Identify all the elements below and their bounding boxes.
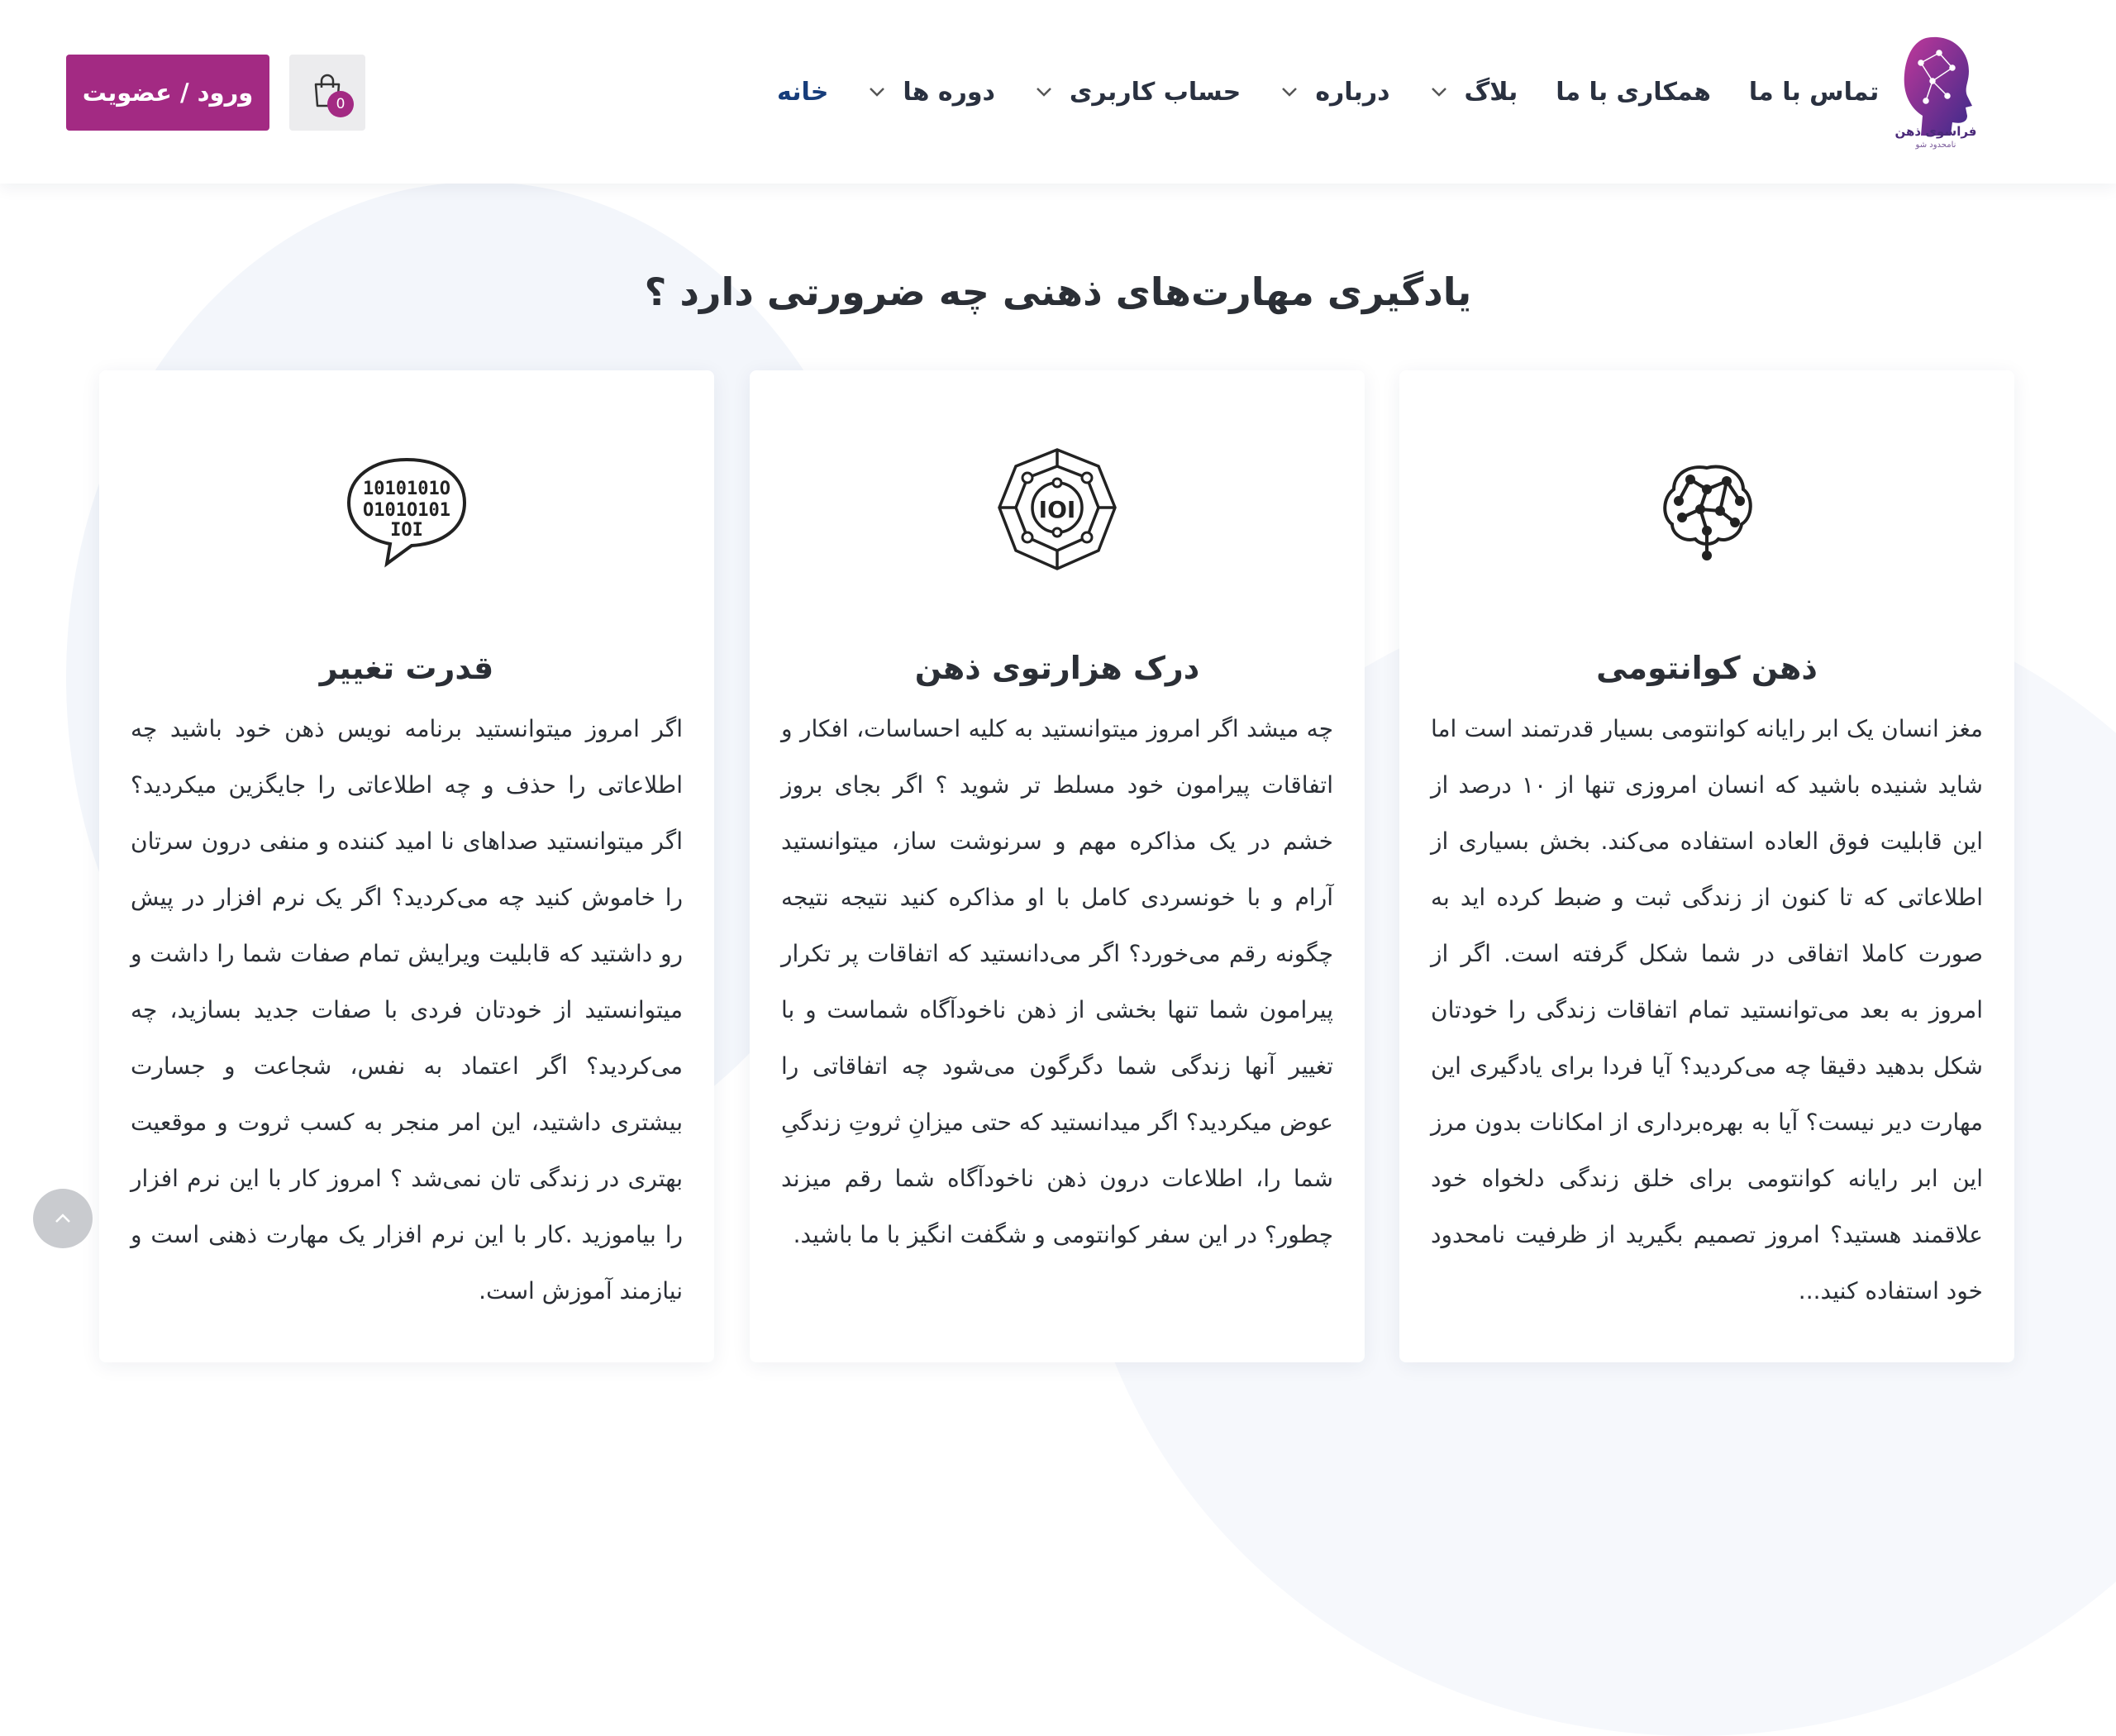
nav-item-label: حساب کاربری xyxy=(1069,77,1241,107)
svg-text:IOI: IOI xyxy=(390,520,423,541)
scroll-to-top-button[interactable] xyxy=(33,1189,93,1248)
svg-text:1010101O: 1010101O xyxy=(363,479,450,499)
chevron-down-icon xyxy=(1428,81,1450,103)
nav-item-label: دوره ها xyxy=(903,77,995,107)
chevron-down-icon xyxy=(866,81,888,103)
main-nav xyxy=(777,0,1880,184)
nav-item-label: بلاگ xyxy=(1464,77,1518,107)
nav-item-label: خانه xyxy=(777,77,829,107)
card-text: اگر امروز میتوانستید برنامه نویس ذهن خود باشید چه اطلاعاتی را حذف و چه اطلاعاتی را جایگزین میکردید؟ اگر میتوانستید صداهای نا امید کننده و منفی درون سرتان را خاموش کنید چه می‌کردید؟ اگر یک نرم افزار در پیش رو داشتید که قابلیت ویرایش تمام صفات شما را داشت و میتوانستید از خودتان فردی با صفات جدید بسازید، چه می‌کردید؟ اگر اعتماد به نفس، شجاعت و جسارت بیشتری داشتید، این امر منجر به کسب ثروت و موقعیت بهتری در زندگی تان نمی‌شد ؟ امروز کار با این نرم افزار را بیاموزید .کار با این نرم افزار یک مهارت ذهنی است و نیازمند آموزش است. xyxy=(131,715,683,1304)
feature-card-power-of-change xyxy=(99,370,714,1362)
brain-network-icon xyxy=(1641,443,1773,575)
card-title: قدرت تغییر xyxy=(319,650,494,686)
feature-card-quantum-mind xyxy=(1399,370,2014,1362)
card-title: درک هزارتوی ذهن xyxy=(914,650,1200,686)
card-text: مغز انسان یک ابر رایانه کوانتومی بسیار قدرتمند است اما شاید شنیده باشید که انسان امروزی تنها از ۱۰ درصد از این قابلیت فوق العاده استفاده می‌کند. بخش بسیاری از اطلاعاتی که تا کنون از زندگی ثبت و ضبط کرده اید به صورت کاملا اتفاقی در شما شکل گرفته است. اگر از امروز به بعد می‌توانستید تمام اتفاقات زندگی را خودتان شکل بدهید دقیقا چه می‌کردید؟ آیا فردا برای یادگیری این مهارت دیر نیست؟ آیا به بهره‌برداری از امکانات بدون مرز این ابر رایانه کوانتومی برای خلق زندگی دلخواه خود علاقمند هستید؟ امروز تصمیم بگیرید از ظرفیت نامحدود خود استفاده کنید... xyxy=(1431,715,1983,1304)
logo-text: فراسوی ذهن xyxy=(1894,124,1977,139)
nav-item-blog[interactable] xyxy=(1428,78,1518,107)
nav-item-label: همکاری با ما xyxy=(1556,77,1711,107)
card-text: چه میشد اگر امروز میتوانستید به کلیه احساسات، افکار و اتفاقات پیرامون خود مسلط تر شوید ؟ اگر بجای بروز خشم در یک مذاکره مهم و سرنوشت ساز، میتوانستید آرام و با خونسردی کامل با او مذاکره کنید نتیجه نتیجه چگونه رقم می‌خورد؟ اگر می‌دانستید که اتفاقات پر تکرار پیرامون شما تنها بخشی از ذهن ناخودآگاه شماست و با تغییر آنها زندگی شما دگرگون می‌شود چه اتفاقاتی را عوض میکردید؟ اگر میدانستید که حتی میزانِ ثروتِ زندگیِ شما را، اطلاعات درون ذهن ناخودآگاه شما رقم میزند چطور؟ در این سفر کوانتومی و شگفت انگیز با ما باشید. xyxy=(781,715,1333,1248)
login-register-button[interactable]: ورود / عضویت xyxy=(66,55,269,131)
cart-button[interactable] xyxy=(289,55,365,131)
nav-item-contact[interactable] xyxy=(1749,78,1879,107)
nav-item-cooperation[interactable] xyxy=(1556,78,1711,107)
card-title: ذهن کوانتومی xyxy=(1596,650,1818,686)
section-title: یادگیری مهارت‌های ذهنی چه ضرورتی دارد ؟ xyxy=(644,269,1472,314)
nav-item-about[interactable] xyxy=(1279,78,1389,107)
binary-speech-bubble-icon xyxy=(341,443,473,575)
nav-item-home[interactable] xyxy=(777,78,828,107)
chevron-up-icon xyxy=(51,1207,74,1230)
nav-item-courses[interactable] xyxy=(866,78,995,107)
logo-subtext: نامحدود شو xyxy=(1915,141,1956,150)
svg-text:O101O101: O101O101 xyxy=(363,500,450,521)
site-header xyxy=(0,0,2116,184)
cart-count-badge: 0 xyxy=(327,91,354,117)
chevron-down-icon xyxy=(1279,81,1300,103)
nav-item-account[interactable] xyxy=(1033,78,1241,107)
svg-text:IOI: IOI xyxy=(1038,496,1076,523)
binary-circuit-icon xyxy=(991,443,1123,575)
nav-item-label: درباره xyxy=(1315,77,1390,107)
chevron-down-icon xyxy=(1033,81,1055,103)
feature-card-mind-labyrinth xyxy=(750,370,1365,1362)
nav-item-label: تماس با ما xyxy=(1748,77,1880,107)
